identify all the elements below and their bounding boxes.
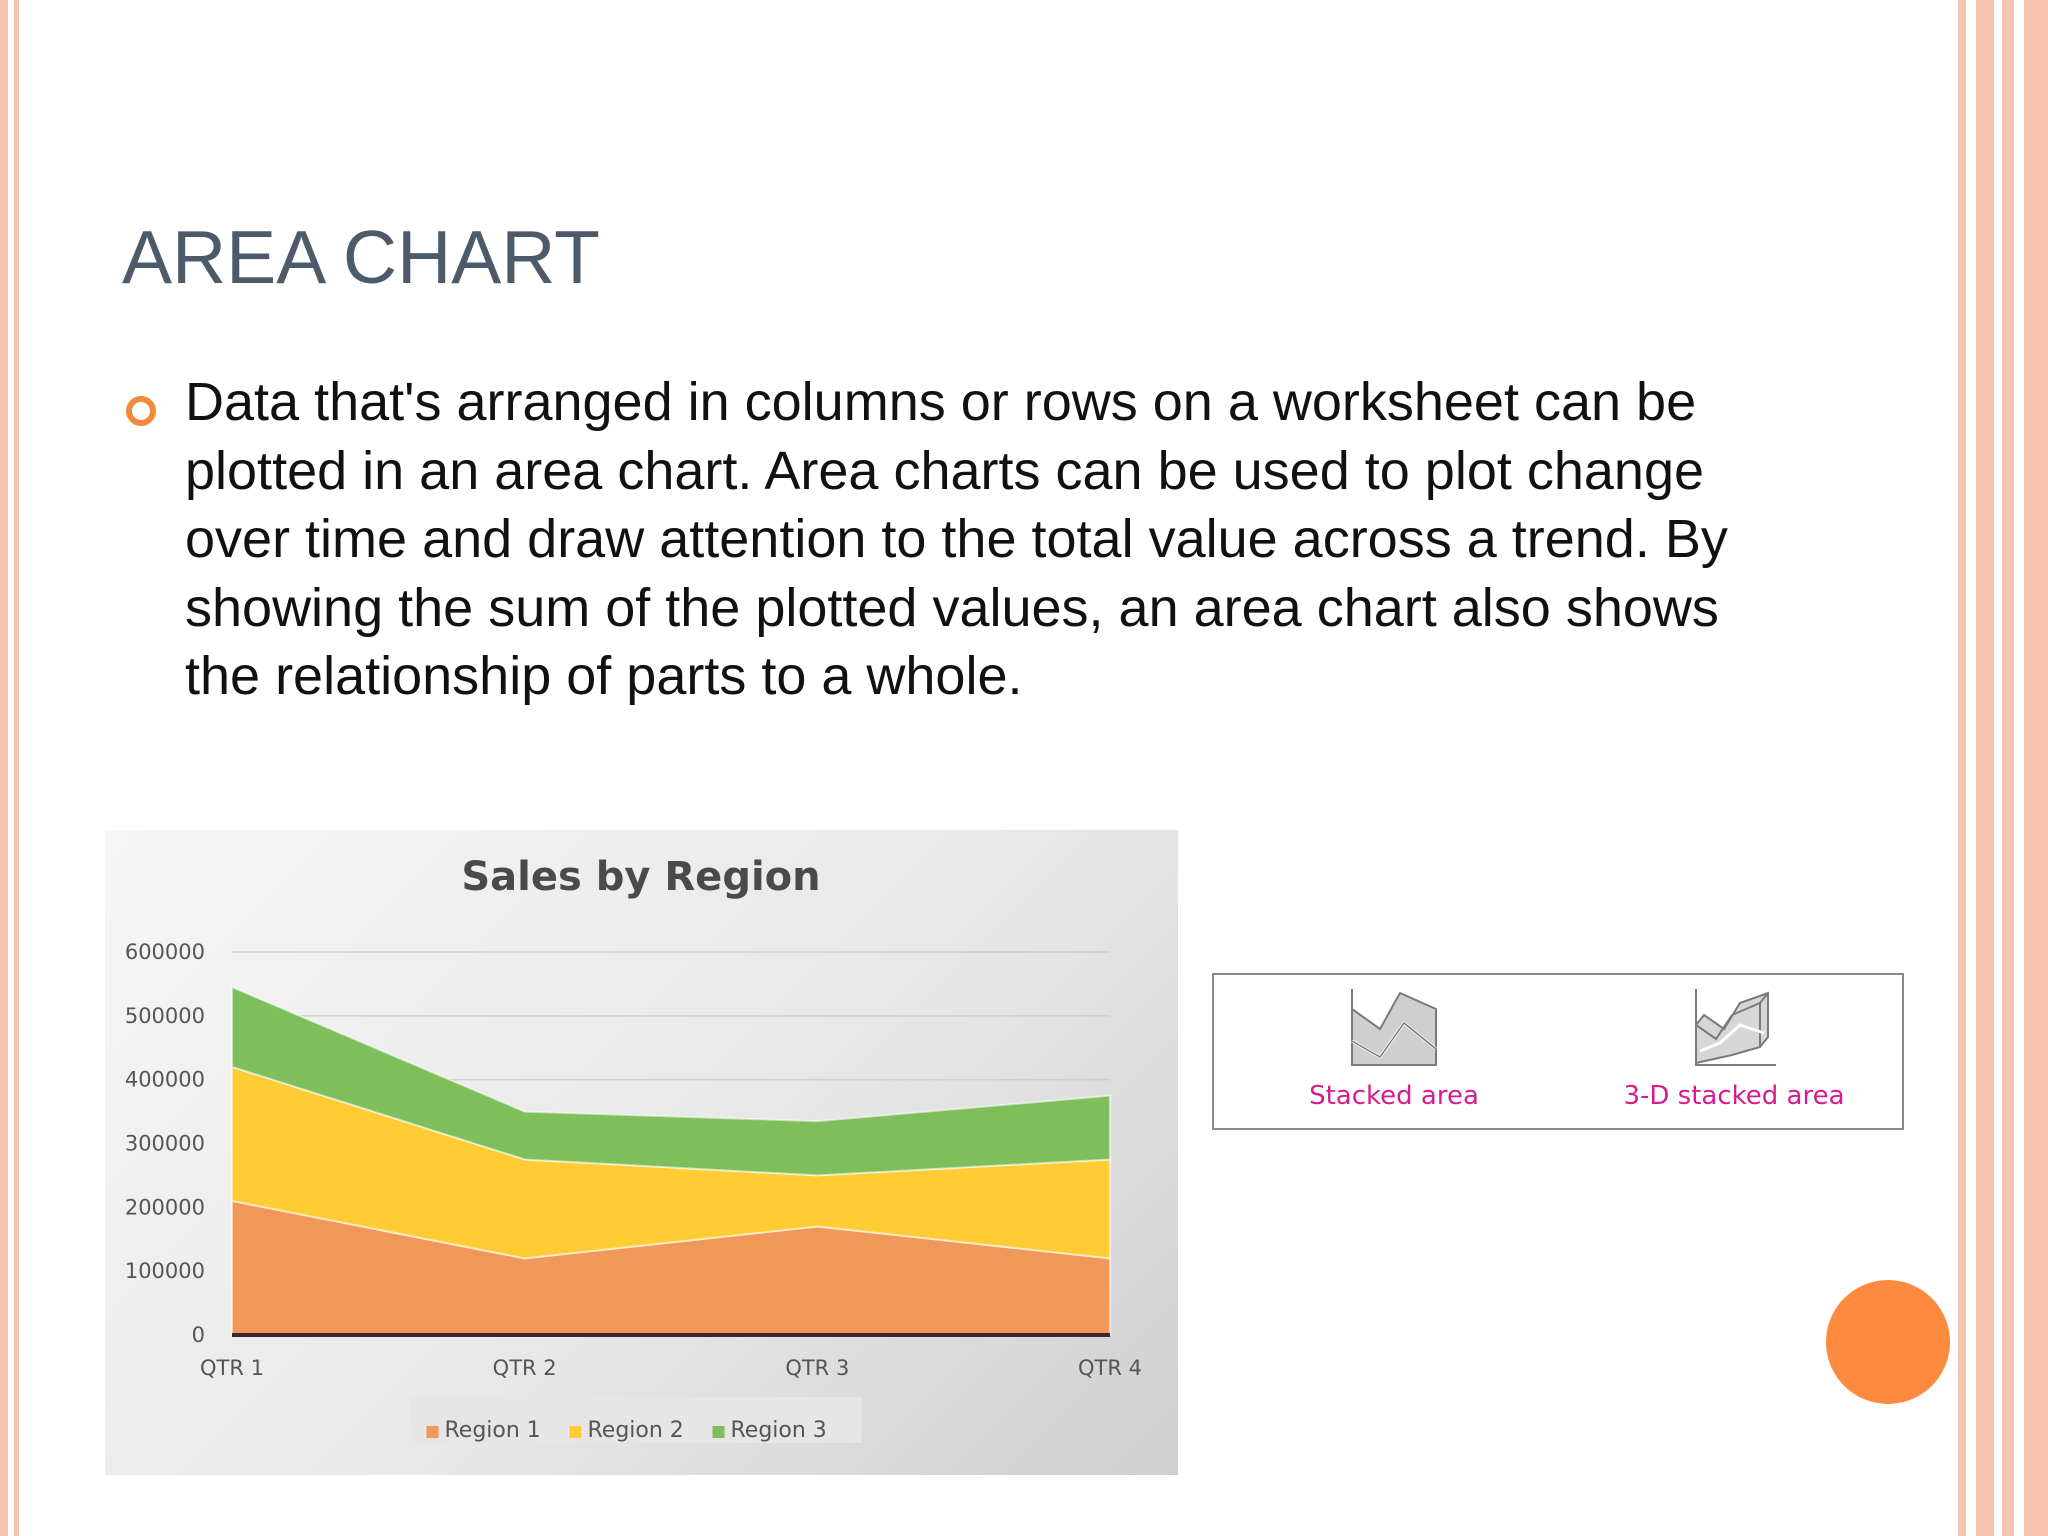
area-series <box>232 987 1110 1335</box>
3d-stacked-area-label: 3-D stacked area <box>1623 1081 1845 1111</box>
axes <box>200 1335 1142 1380</box>
right-border-stripe-wide <box>1976 0 1994 1536</box>
legend-swatch <box>713 1426 725 1438</box>
y-tick-label: 400000 <box>124 1067 205 1092</box>
y-tick-label: 200000 <box>124 1195 205 1220</box>
legend-label: Region 1 <box>444 1418 541 1443</box>
x-tick-label: QTR 3 <box>785 1356 850 1380</box>
legend-swatch <box>570 1426 582 1438</box>
left-border-stripe-inner <box>14 0 19 1536</box>
x-tick-label: QTR 1 <box>200 1356 264 1380</box>
chart-legend <box>411 1397 862 1443</box>
y-tick-label: 100000 <box>124 1259 205 1284</box>
stacked-area-chart-icon <box>1344 985 1444 1073</box>
accent-circle <box>1826 1280 1950 1404</box>
chart-type-options <box>1212 973 1904 1130</box>
3d-stacked-area-option[interactable] <box>1584 985 1884 1125</box>
right-border-stripe-outer <box>2024 0 2048 1536</box>
right-border-stripe-edge <box>2002 0 2014 1536</box>
x-tick-label: QTR 2 <box>492 1356 557 1380</box>
legend-label: Region 3 <box>730 1418 827 1443</box>
area-chart-image <box>105 830 1178 1475</box>
bullet-circle-icon <box>126 396 156 426</box>
y-tick-label: 300000 <box>124 1131 205 1156</box>
y-tick-label: 500000 <box>124 1003 205 1028</box>
y-tick-label: 600000 <box>124 940 205 964</box>
bullet-text: Data that's arranged in columns or rows on a worksheet can be plotted in an area chart. Area charts can be used to plot change over time and draw attention to the total value across a trend. By showing the sum of the plotted values, an area chart also shows the relationship of parts to a whole. <box>185 372 1728 706</box>
stacked-area-option[interactable] <box>1244 985 1544 1125</box>
legend-swatch <box>427 1426 439 1438</box>
chart-svg <box>105 830 1178 1475</box>
y-tick-label: 0 <box>191 1323 205 1347</box>
right-border-stripe-thin <box>1958 0 1966 1536</box>
left-border-stripe-outer <box>0 0 8 1536</box>
stacked-area-label: Stacked area <box>1309 1081 1479 1111</box>
3d-stacked-area-chart-icon <box>1684 985 1784 1073</box>
slide-title: AREA CHART <box>122 215 600 299</box>
x-tick-label: QTR 4 <box>1078 1356 1142 1380</box>
chart-title: Sales by Region <box>461 854 821 900</box>
legend-label: Region 2 <box>587 1418 684 1443</box>
